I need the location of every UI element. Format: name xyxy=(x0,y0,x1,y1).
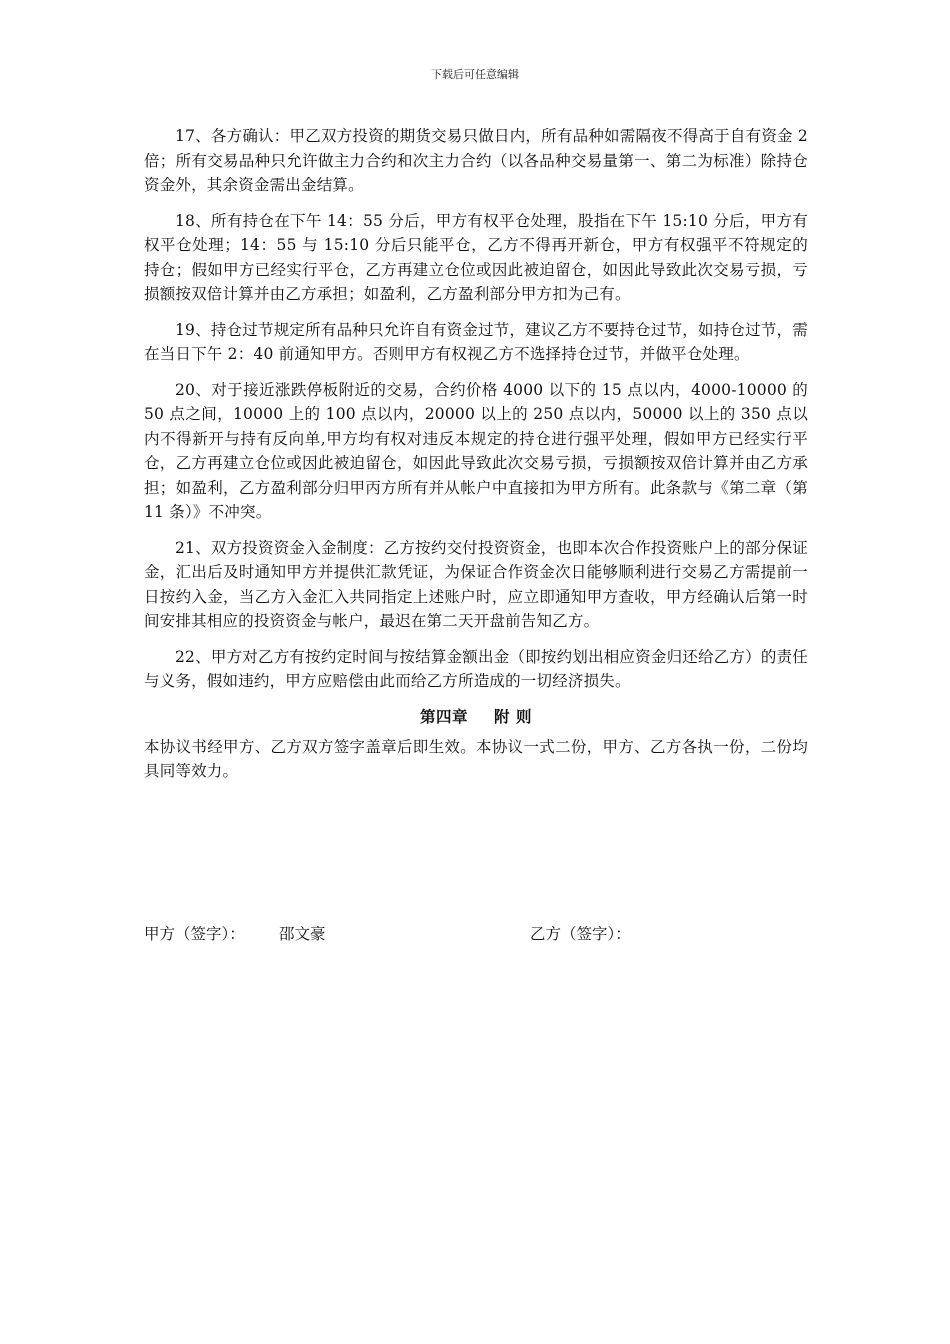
header-note: 下载后可任意编辑 xyxy=(431,68,519,81)
clause-17: 17、各方确认：甲乙双方投资的期货交易只做日内，所有品种如需隔夜不得高于自有资金 2 倍；所有交易品种只允许做主力合约和次主力合约（以各品种交易量第一、第二为标准）除持仓资金外，其余资金需出金结算。 xyxy=(144,127,808,194)
party-b-signature-label: 乙方（签字）： xyxy=(530,925,631,943)
chapter-number: 第四章 xyxy=(420,706,469,726)
clause-20: 20、对于接近涨跌停板附近的交易，合约价格 4000 以下的 15 点以内，4000-10000 的 50 点之间，10000 上的 100 点以内，20000 以上的 250 点以内，50000 以上的 350 点以内不得新开与持有反向单,甲方均有权对违反本规定的持仓进行强平处理，假如甲方已经实行平仓，乙方再建立仓位或因此被迫留仓，如因此导致此次交易亏损，亏损额按双倍计算并由乙方承担；如盈利，乙方盈利部分归甲丙方所有并从帐户中直接扣为甲方所有。此条款与《第二章（第 11 条）》不冲突。 xyxy=(144,380,808,521)
clause-19: 19、持仓过节规定所有品种只允许自有资金过节，建议乙方不要持仓过节，如持仓过节，需在当日下午 2：40 前通知甲方。否则甲方有权视乙方不选择持仓过节，并做平仓处理。 xyxy=(144,320,808,363)
party-a-signature-name: 邵文豪 xyxy=(279,925,326,943)
chapter-name: 附 则 xyxy=(494,706,532,726)
party-a-signature-label: 甲方（签字）： xyxy=(144,925,245,943)
closing-paragraph: 本协议书经甲方、乙方双方签字盖章后即生效。本协议一式二份，甲方、乙方各执一份，二份均具同等效力。 xyxy=(144,737,808,780)
clause-18: 18、所有持仓在下午 14：55 分后，甲方有权平仓处理，股指在下午 15:10 分后，甲方有权平仓处理；14：55 与 15:10 分后只能平仓，乙方不得再开新仓，甲方有权强平不符规定的持仓；假如甲方已经实行平仓，乙方再建立仓位或因此被迫留仓，如因此导致此次交易亏损，亏损额按双倍计算并由乙方承担；如盈利，乙方盈利部分甲方扣为己有。 xyxy=(144,211,808,303)
clause-21: 21、双方投资资金入金制度：乙方按约交付投资资金，也即本次合作投资账户上的部分保证金，汇出后及时通知甲方并提供汇款凭证，为保证合作资金次日能够顺利进行交易乙方需提前一日按约入金，当乙方入金汇入共同指定上述账户时，应立即通知甲方查收，甲方经确认后第一时间安排其相应的投资资金与帐户，最迟在第二天开盘前告知乙方。 xyxy=(144,538,808,630)
signature-block xyxy=(144,922,808,948)
clause-22: 22、甲方对乙方有按约定时间与按结算金额出金（即按约划出相应资金归还给乙方）的责任与义务，假如违约，甲方应赔偿由此而给乙方所造成的一切经济损失。 xyxy=(144,647,808,690)
chapter-title xyxy=(144,705,808,729)
document-body xyxy=(144,124,808,795)
